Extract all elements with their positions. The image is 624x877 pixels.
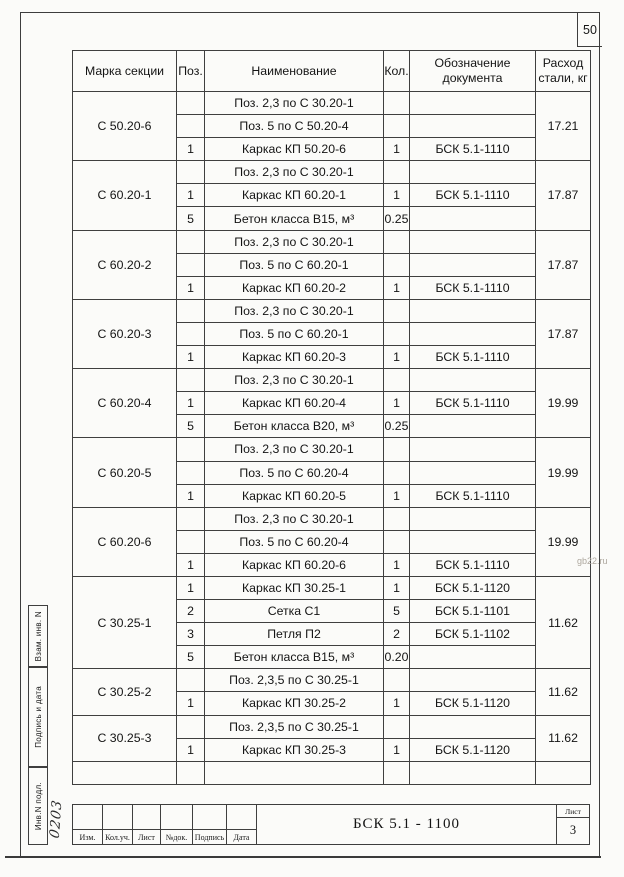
name-cell: Сетка С1 <box>205 600 384 623</box>
table-row <box>73 92 591 115</box>
position-cell <box>177 230 205 253</box>
document-cell: БСК 5.1-1120 <box>410 738 536 761</box>
document-cell <box>410 322 536 345</box>
document-cell: БСК 5.1-1110 <box>410 138 536 161</box>
table-row <box>73 161 591 184</box>
quantity-cell: 1 <box>384 184 410 207</box>
steel-consumption-cell: 19.99 <box>536 438 591 507</box>
label-list: Лист <box>138 833 155 842</box>
document-cell <box>410 761 536 784</box>
stamp-box-podpis-data <box>28 667 48 767</box>
position-cell: 1 <box>177 576 205 599</box>
document-cell: БСК 5.1-1120 <box>410 576 536 599</box>
document-cell <box>410 646 536 669</box>
section-mark-cell: С 60.20-6 <box>73 507 177 576</box>
header-name: Наименование <box>205 51 384 92</box>
table-row <box>73 369 591 392</box>
sheet-number: 3 <box>569 822 577 837</box>
quantity-cell: 1 <box>384 692 410 715</box>
section-mark-cell: С 60.20-3 <box>73 299 177 368</box>
page-number: 50 <box>583 22 597 37</box>
name-cell: Поз. 5 по С 50.20-4 <box>205 115 384 138</box>
section-mark-cell: С 60.20-4 <box>73 369 177 438</box>
quantity-cell <box>384 715 410 738</box>
document-cell <box>410 715 536 738</box>
specification-table <box>72 50 591 785</box>
position-cell: 1 <box>177 276 205 299</box>
quantity-cell: 0.25 <box>384 415 410 438</box>
quantity-cell <box>384 161 410 184</box>
page-number-box <box>577 13 602 47</box>
position-cell: 1 <box>177 692 205 715</box>
name-cell: Каркас КП 50.20-6 <box>205 138 384 161</box>
quantity-cell <box>384 438 410 461</box>
table-row <box>73 761 591 784</box>
quantity-cell <box>384 322 410 345</box>
position-cell: 2 <box>177 600 205 623</box>
quantity-cell <box>384 530 410 553</box>
name-cell: Каркас КП 60.20-3 <box>205 346 384 369</box>
name-cell: Поз. 2,3 по С 30.20-1 <box>205 369 384 392</box>
title-block <box>72 804 590 845</box>
quantity-cell: 1 <box>384 553 410 576</box>
stamp-label-inv-podl: Инв.N подл. <box>33 781 43 831</box>
quantity-cell <box>384 253 410 276</box>
name-cell: Поз. 2,3,5 по С 30.25-1 <box>205 715 384 738</box>
section-mark-cell: С 30.25-3 <box>73 715 177 761</box>
name-cell: Поз. 2,3 по С 30.20-1 <box>205 161 384 184</box>
quantity-cell: 0.25 <box>384 207 410 230</box>
label-podpis: Подпись <box>194 833 225 842</box>
name-cell: Поз. 5 по С 60.20-1 <box>205 322 384 345</box>
table-row <box>73 230 591 253</box>
document-cell <box>410 299 536 322</box>
sheet-label: Лист <box>557 805 589 818</box>
section-mark-cell: С 60.20-2 <box>73 230 177 299</box>
label-ndok: №док. <box>165 833 188 842</box>
name-cell: Бетон класса В15, м³ <box>205 646 384 669</box>
document-cell: БСК 5.1-1101 <box>410 600 536 623</box>
steel-consumption-cell: 17.87 <box>536 299 591 368</box>
name-cell: Поз. 5 по С 60.20-4 <box>205 461 384 484</box>
quantity-cell: 1 <box>384 484 410 507</box>
label-data: Дата <box>233 833 250 842</box>
position-cell <box>177 761 205 784</box>
document-cell: БСК 5.1-1110 <box>410 184 536 207</box>
header-document: Обозначение документа <box>410 51 536 92</box>
position-cell: 5 <box>177 207 205 230</box>
name-cell: Поз. 2,3,5 по С 30.25-1 <box>205 669 384 692</box>
name-cell: Поз. 2,3 по С 30.20-1 <box>205 230 384 253</box>
position-cell: 1 <box>177 738 205 761</box>
name-cell: Каркас КП 30.25-1 <box>205 576 384 599</box>
header-quantity: Кол. <box>384 51 410 92</box>
table-row <box>73 669 591 692</box>
quantity-cell <box>384 461 410 484</box>
position-cell: 1 <box>177 138 205 161</box>
spec-table-body <box>73 92 591 785</box>
position-cell: 1 <box>177 346 205 369</box>
document-cell: БСК 5.1-1110 <box>410 276 536 299</box>
quantity-cell <box>384 369 410 392</box>
steel-consumption-cell: 17.21 <box>536 92 591 161</box>
position-cell: 3 <box>177 623 205 646</box>
title-block-cell-ndok <box>161 805 193 844</box>
stamp-box-vzam-inv <box>28 605 48 667</box>
document-cell <box>410 92 536 115</box>
quantity-cell: 0.20 <box>384 646 410 669</box>
title-block-cell-list <box>133 805 161 844</box>
name-cell: Поз. 5 по С 60.20-4 <box>205 530 384 553</box>
label-koluch: Кол.уч. <box>105 833 130 842</box>
document-cell <box>410 461 536 484</box>
document-cell: БСК 5.1-1110 <box>410 553 536 576</box>
document-cell: БСК 5.1-1110 <box>410 346 536 369</box>
position-cell <box>177 669 205 692</box>
steel-consumption-cell <box>536 761 591 784</box>
name-cell: Каркас КП 30.25-3 <box>205 738 384 761</box>
steel-consumption-cell: 19.99 <box>536 369 591 438</box>
document-cell <box>410 415 536 438</box>
name-cell: Поз. 2,3 по С 30.20-1 <box>205 299 384 322</box>
name-cell: Каркас КП 30.25-2 <box>205 692 384 715</box>
label-izm: Изм. <box>79 833 96 842</box>
section-mark-cell <box>73 761 177 784</box>
position-cell <box>177 438 205 461</box>
name-cell <box>205 761 384 784</box>
section-mark-cell: С 60.20-5 <box>73 438 177 507</box>
position-cell: 1 <box>177 553 205 576</box>
position-cell <box>177 369 205 392</box>
name-cell: Каркас КП 60.20-6 <box>205 553 384 576</box>
quantity-cell: 1 <box>384 576 410 599</box>
name-cell: Поз. 5 по С 60.20-1 <box>205 253 384 276</box>
name-cell: Поз. 2,3 по С 30.20-1 <box>205 438 384 461</box>
table-row <box>73 507 591 530</box>
steel-consumption-cell: 19.99 <box>536 507 591 576</box>
name-cell: Каркас КП 60.20-1 <box>205 184 384 207</box>
position-cell <box>177 161 205 184</box>
table-row <box>73 576 591 599</box>
position-cell <box>177 530 205 553</box>
table-row <box>73 438 591 461</box>
steel-consumption-cell: 17.87 <box>536 161 591 230</box>
section-mark-cell: С 60.20-1 <box>73 161 177 230</box>
position-cell: 1 <box>177 484 205 507</box>
quantity-cell <box>384 507 410 530</box>
title-block-cell-data <box>227 805 257 844</box>
name-cell: Каркас КП 60.20-2 <box>205 276 384 299</box>
document-cell: БСК 5.1-1110 <box>410 392 536 415</box>
position-cell: 5 <box>177 415 205 438</box>
steel-consumption-cell: 11.62 <box>536 576 591 668</box>
inventory-number-text: 0203 <box>46 798 66 840</box>
stamp-label-vzam-inv: Взам. инв. N <box>33 610 43 662</box>
title-block-cell-podpis <box>193 805 227 844</box>
quantity-cell <box>384 299 410 322</box>
document-cell: БСК 5.1-1102 <box>410 623 536 646</box>
position-cell <box>177 299 205 322</box>
table-header-row <box>73 51 591 92</box>
steel-consumption-cell: 11.62 <box>536 669 591 715</box>
header-position: Поз. <box>177 51 205 92</box>
quantity-cell: 1 <box>384 738 410 761</box>
document-cell <box>410 669 536 692</box>
name-cell: Каркас КП 60.20-5 <box>205 484 384 507</box>
document-cell <box>410 161 536 184</box>
watermark: gb22.ru <box>577 556 608 566</box>
document-cell: БСК 5.1-1110 <box>410 484 536 507</box>
quantity-cell <box>384 92 410 115</box>
position-cell: 5 <box>177 646 205 669</box>
document-cell <box>410 230 536 253</box>
sheet-box <box>556 805 589 844</box>
document-cell <box>410 253 536 276</box>
name-cell: Каркас КП 60.20-4 <box>205 392 384 415</box>
document-cell <box>410 369 536 392</box>
title-block-cell-izm <box>73 805 103 844</box>
inventory-number <box>40 792 72 846</box>
header-steel: Расход стали, кг <box>536 51 591 92</box>
document-cell <box>410 530 536 553</box>
name-cell: Бетон класса В15, м³ <box>205 207 384 230</box>
position-cell <box>177 461 205 484</box>
name-cell: Бетон класса В20, м³ <box>205 415 384 438</box>
quantity-cell: 2 <box>384 623 410 646</box>
position-cell <box>177 507 205 530</box>
name-cell: Петля П2 <box>205 623 384 646</box>
quantity-cell: 1 <box>384 346 410 369</box>
name-cell: Поз. 2,3 по С 30.20-1 <box>205 92 384 115</box>
quantity-cell <box>384 669 410 692</box>
quantity-cell: 5 <box>384 600 410 623</box>
quantity-cell <box>384 115 410 138</box>
title-block-divider <box>73 829 257 830</box>
position-cell <box>177 253 205 276</box>
name-cell: Поз. 2,3 по С 30.20-1 <box>205 507 384 530</box>
table-row <box>73 715 591 738</box>
quantity-cell: 1 <box>384 138 410 161</box>
position-cell <box>177 715 205 738</box>
title-block-cell-koluch <box>103 805 133 844</box>
document-number: БСК 5.1 - 1100 <box>353 816 460 832</box>
quantity-cell: 1 <box>384 276 410 299</box>
quantity-cell <box>384 761 410 784</box>
position-cell <box>177 115 205 138</box>
position-cell <box>177 322 205 345</box>
quantity-cell: 1 <box>384 392 410 415</box>
steel-consumption-cell: 11.62 <box>536 715 591 761</box>
document-cell <box>410 507 536 530</box>
quantity-cell <box>384 230 410 253</box>
document-cell <box>410 115 536 138</box>
section-mark-cell: С 30.25-2 <box>73 669 177 715</box>
document-cell: БСК 5.1-1120 <box>410 692 536 715</box>
steel-consumption-cell: 17.87 <box>536 230 591 299</box>
position-cell: 1 <box>177 392 205 415</box>
position-cell: 1 <box>177 184 205 207</box>
document-cell <box>410 207 536 230</box>
table-row <box>73 299 591 322</box>
header-section-mark: Марка секции <box>73 51 177 92</box>
stamp-label-podpis-data: Подпись и дата <box>33 686 43 748</box>
section-mark-cell: С 50.20-6 <box>73 92 177 161</box>
position-cell <box>177 92 205 115</box>
sheet-bottom-edge <box>5 856 601 858</box>
section-mark-cell: С 30.25-1 <box>73 576 177 668</box>
document-cell <box>410 438 536 461</box>
